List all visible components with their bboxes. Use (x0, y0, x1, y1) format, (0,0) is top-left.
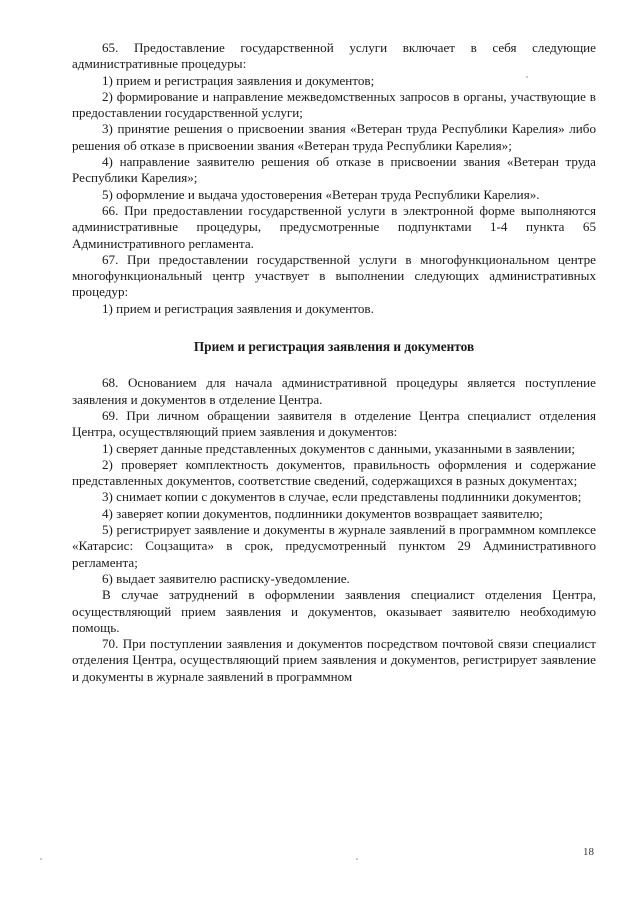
list-item-65-3: 3) принятие решения о присвоении звания «Ветеран труда Республики Карелия» либо решения об отказе в присвоении звания «Ветеран труда Республики Карелия»; (72, 121, 596, 153)
paragraph-66: 66. При предоставлении государственной услуги в электронной форме выполняются административные процедуры, предусмотренные подпунктами 1-4 пункта 65 Административного регламента. (72, 202, 596, 251)
list-item-69-4: 4) заверяет копии документов, подлинники документов возвращает заявителю; (102, 505, 543, 521)
list-item-65-1: 1) прием и регистрация заявления и документов; (102, 72, 375, 88)
list-item-69-6: 6) выдает заявителю расписку-уведомление. (102, 570, 350, 586)
document-page (72, 40, 596, 685)
list-item-69-5: 5) регистрирует заявление и документы в журнале заявлений в программном комплексе «Катарсис: Соцзащита» в срок, предусмотренный пунктом 29 Административного регламента; (72, 522, 596, 570)
list-item-69-1: 1) сверяет данные представленных документов с данными, указанными в заявлении; (102, 440, 575, 456)
paragraph-assistance: В случае затруднений в оформлении заявления специалист отделения Центра, осуществляющий прием заявления и документов, оказывает заявителю необходимую помощь. (72, 587, 596, 635)
paragraph-69: 69. При личном обращении заявителя в отделение Центра специалист отделения Центра, осуществляющий прием заявления и документов: (72, 407, 596, 440)
list-item-67-1: 1) прием и регистрация заявления и документов. (102, 300, 374, 316)
page-number: 18 (583, 846, 594, 858)
section-heading: Прием и регистрация заявления и документов (193, 339, 475, 355)
list-item-65-4: 4) направление заявителю решения об отказе в присвоении звания «Ветеран труда Республики Карелия»; (72, 154, 596, 186)
paragraph-67: 67. При предоставлении государственной услуги в многофункциональном центре многофункциональный центр участвует в выполнении следующих административных процедур: (72, 251, 596, 300)
list-item-65-2: 2) формирование и направление межведомственных запросов в органы, участвующие в предоставлении государственной услуги; (72, 88, 596, 121)
scan-speck (526, 76, 528, 78)
paragraph-65: 65. Предоставление государственной услуги включает в себя следующие административные процедуры: (72, 40, 596, 72)
list-item-65-5: 5) оформление и выдача удостоверения «Ветеран труда Республики Карелия». (102, 186, 540, 202)
scan-speck (356, 858, 358, 860)
list-item-69-2: 2) проверяет комплектность документов, правильность оформления и содержание представленных документов, соответствие сведений, содержащихся в разных документах; (72, 456, 596, 489)
list-item-69-3: 3) снимает копии с документов в случае, если представлены подлинники документов; (102, 489, 582, 505)
paragraph-68: 68. Основанием для начала административной процедуры является поступление заявления и документов в отделение Центра. (72, 375, 596, 407)
scan-speck (40, 858, 42, 860)
paragraph-70: 70. При поступлении заявления и документов посредством почтовой связи специалист отделения Центра, осуществляющий прием заявления и документов, регистрирует заявление и документы в журнале заявлений в программном (72, 636, 596, 684)
